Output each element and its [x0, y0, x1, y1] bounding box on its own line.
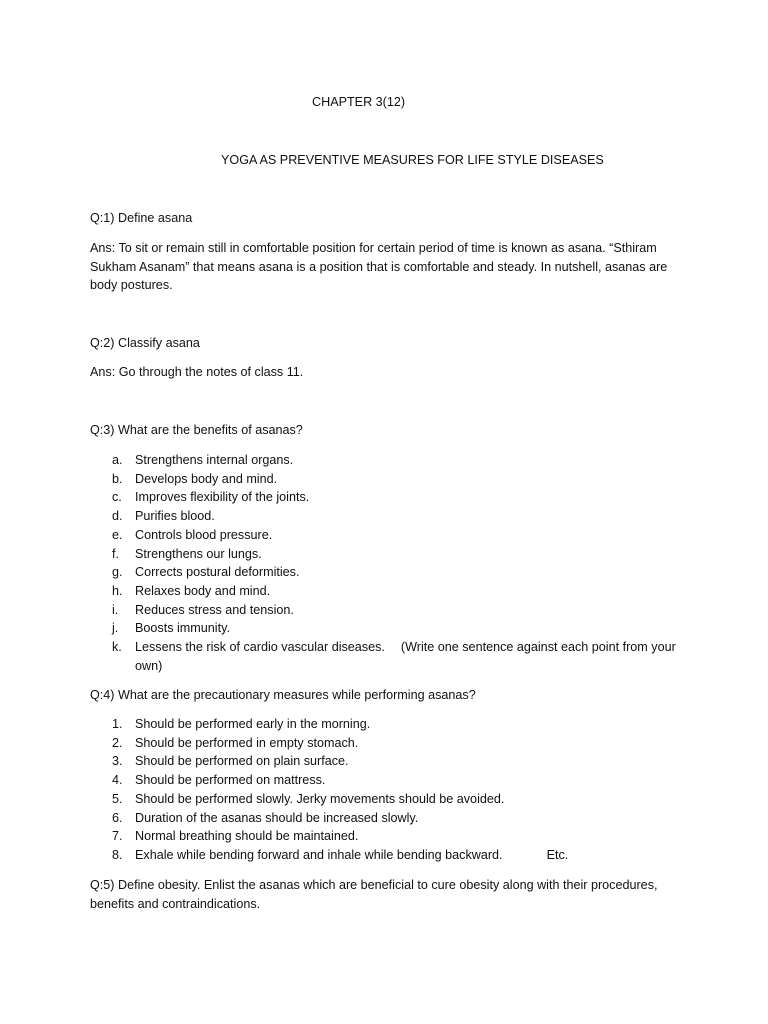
question-4 [90, 686, 682, 705]
list-item [90, 507, 682, 526]
list-item [90, 451, 682, 470]
list-item-text: Controls blood pressure. [135, 527, 273, 542]
list-item-text: Should be performed on mattress. [135, 773, 326, 788]
precautions-list [90, 715, 682, 865]
list-marker: 2. [112, 735, 123, 750]
answer-1-text: Ans: To sit or remain still in comfortable position for certain period of time is known as asana. “Sthiram Sukham Asanam” that means asana is a position that is comfortable and steady. In nutshell, asanas are body postures. [90, 241, 668, 293]
question-2-text: Q:2) Classify asana [90, 336, 200, 350]
list-item [90, 545, 682, 564]
list-marker: 4. [112, 773, 123, 788]
list-marker: 3. [112, 754, 123, 769]
list-item-text: Should be performed early in the morning. [135, 717, 371, 731]
list-marker: 7. [112, 829, 123, 844]
chapter-heading: CHAPTER 3(12) [312, 95, 406, 109]
list-item [90, 809, 682, 828]
list-item-text: Strengthens our lungs. [135, 546, 262, 561]
list-item [90, 601, 682, 620]
list-marker: b. [112, 471, 123, 486]
list-item-text: Lessens the risk of cardio vascular diseases. [135, 640, 385, 655]
list-item [90, 752, 682, 771]
list-item [90, 715, 682, 734]
list-item-text: Strengthens internal organs. [135, 453, 294, 467]
list-item-text: Normal breathing should be maintained. [135, 829, 359, 844]
question-1 [90, 209, 682, 228]
list-item-text: Corrects postural deformities. [135, 565, 300, 580]
question-2 [90, 334, 682, 353]
list-item [90, 846, 682, 865]
document-title: YOGA AS PREVENTIVE MEASURES FOR LIFE STYLE DISEASES [221, 153, 604, 167]
list-marker: i. [112, 602, 119, 617]
question-5-text: Q:5) Define obesity. Enlist the asanas which are beneficial to cure obesity along with their procedures, benefits and contraindications. [90, 878, 658, 911]
list-item [90, 827, 682, 846]
list-item [90, 790, 682, 809]
list-item-text: Should be performed slowly. Jerky movements should be avoided. [135, 791, 505, 806]
question-1-text: Q:1) Define asana [90, 211, 193, 225]
list-item-text: Should be performed in empty stomach. [135, 735, 359, 750]
list-item [90, 470, 682, 489]
list-item-text: Improves flexibility of the joints. [135, 490, 310, 505]
answer-1 [90, 239, 682, 295]
list-marker: 8. [112, 847, 123, 862]
list-marker: a. [112, 453, 123, 467]
question-3 [90, 421, 682, 440]
list-marker: 1. [112, 717, 123, 731]
etc-note: Etc. [546, 847, 569, 862]
answer-2 [90, 363, 682, 382]
list-marker: h. [112, 583, 123, 598]
list-marker: d. [112, 509, 123, 524]
instruction-note: (Write one sentence against each point from your own) [135, 640, 676, 673]
list-marker: 5. [112, 791, 123, 806]
list-item-text: Purifies blood. [135, 509, 215, 524]
list-item [90, 526, 682, 545]
list-marker: f. [112, 546, 119, 561]
list-item [90, 638, 682, 675]
list-item [90, 734, 682, 753]
list-item-text: Develops body and mind. [135, 471, 278, 486]
list-marker: 6. [112, 810, 123, 825]
list-marker: e. [112, 527, 123, 542]
list-item-text: Relaxes body and mind. [135, 583, 271, 598]
question-4-text: Q:4) What are the precautionary measures while performing asanas? [90, 688, 476, 702]
benefits-list [90, 451, 682, 675]
question-5 [90, 876, 682, 913]
question-3-text: Q:3) What are the benefits of asanas? [90, 423, 303, 437]
list-item-text: Boosts immunity. [135, 621, 230, 636]
list-marker: k. [112, 640, 122, 655]
answer-2-text: Ans: Go through the notes of class 11. [90, 365, 304, 379]
list-marker: j. [112, 621, 119, 636]
list-item [90, 488, 682, 507]
list-item-text: Reduces stress and tension. [135, 602, 294, 617]
list-item [90, 619, 682, 638]
list-item-text: Duration of the asanas should be increased slowly. [135, 810, 419, 825]
list-item-text: Should be performed on plain surface. [135, 754, 349, 769]
list-item-text: Exhale while bending forward and inhale while bending backward. [135, 847, 503, 862]
list-marker: g. [112, 565, 123, 580]
list-item [90, 563, 682, 582]
list-marker: c. [112, 490, 122, 505]
list-item [90, 771, 682, 790]
list-item [90, 582, 682, 601]
